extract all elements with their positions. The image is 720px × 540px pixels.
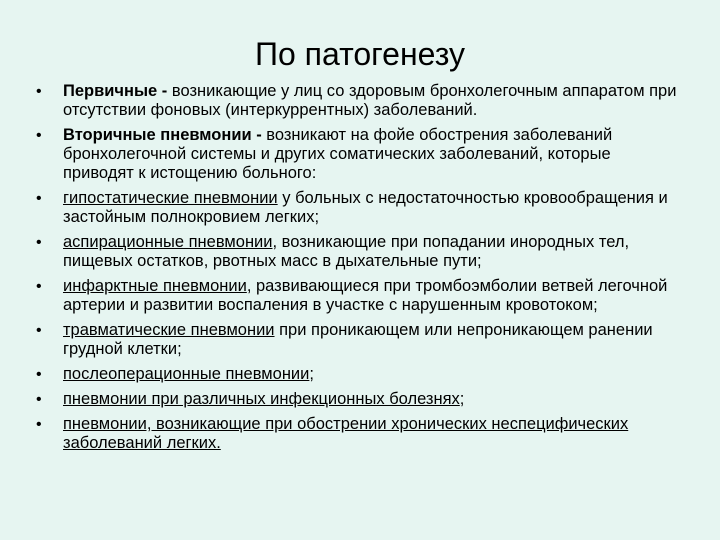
bullet-icon: • <box>36 127 42 144</box>
bullet-icon: • <box>36 278 42 295</box>
list-item-primary <box>36 82 686 120</box>
item-label: Вторичные пневмонии - <box>63 126 267 144</box>
bullet-icon: • <box>36 190 42 207</box>
bullet-icon: • <box>36 322 42 339</box>
bullet-icon: • <box>36 416 42 433</box>
list-item-chronic <box>36 415 686 453</box>
item-term: гипостатические пневмонии <box>63 189 278 207</box>
list-item-aspiration <box>36 233 686 271</box>
bullet-icon: • <box>36 391 42 408</box>
list-item-secondary <box>36 126 686 183</box>
bullet-icon: • <box>36 83 42 100</box>
item-text: , развивающиеся при тромбоэмболии ветвей легочной артерии и развитии воспаления в участке с нарушенным кровотоком; <box>63 277 668 314</box>
bullet-icon: • <box>36 234 42 251</box>
item-term: инфарктные пневмонии <box>63 277 247 295</box>
item-text: , возникающие при попадании инородных тел, пищевых остатков, рвотных масс в дыхательные пути; <box>63 233 630 270</box>
item-label: Первичные - <box>63 82 172 100</box>
list-item-traumatic <box>36 321 686 359</box>
bullet-icon: • <box>36 366 42 383</box>
item-term: послеоперационные пневмонии <box>63 365 310 383</box>
bullet-list <box>36 82 686 459</box>
item-text: у больных с недостаточностью кровообращения и застойным полнокровием легких; <box>63 189 668 226</box>
list-item-infarct <box>36 277 686 315</box>
item-term: пневмонии, возникающие при обострении хронических неспецифических заболеваний легких. <box>63 415 629 452</box>
list-item-postoperative <box>36 365 686 384</box>
item-text: ; <box>309 365 314 383</box>
item-text: при проникающем или непроникающем ранении грудной клетки; <box>63 321 653 358</box>
item-text: ; <box>459 390 465 408</box>
item-term: пневмонии при различных инфекционных болезнях <box>63 390 460 408</box>
item-text: возникают на фойе обострения заболеваний бронхолегочной системы и других соматических заболеваний, которые приводят к истощению больного: <box>63 126 613 182</box>
list-item-hypostatic <box>36 189 686 227</box>
list-item-infectious <box>36 390 686 409</box>
item-text: возникающие у лиц со здоровым бронхолегочным аппаратом при отсутствии фоновых (интеркуррентных) заболеваний. <box>63 82 677 119</box>
item-term: аспирационные пневмонии <box>63 233 273 251</box>
item-term: травматические пневмонии <box>63 321 275 339</box>
slide-title: По патогенезу <box>254 36 466 72</box>
